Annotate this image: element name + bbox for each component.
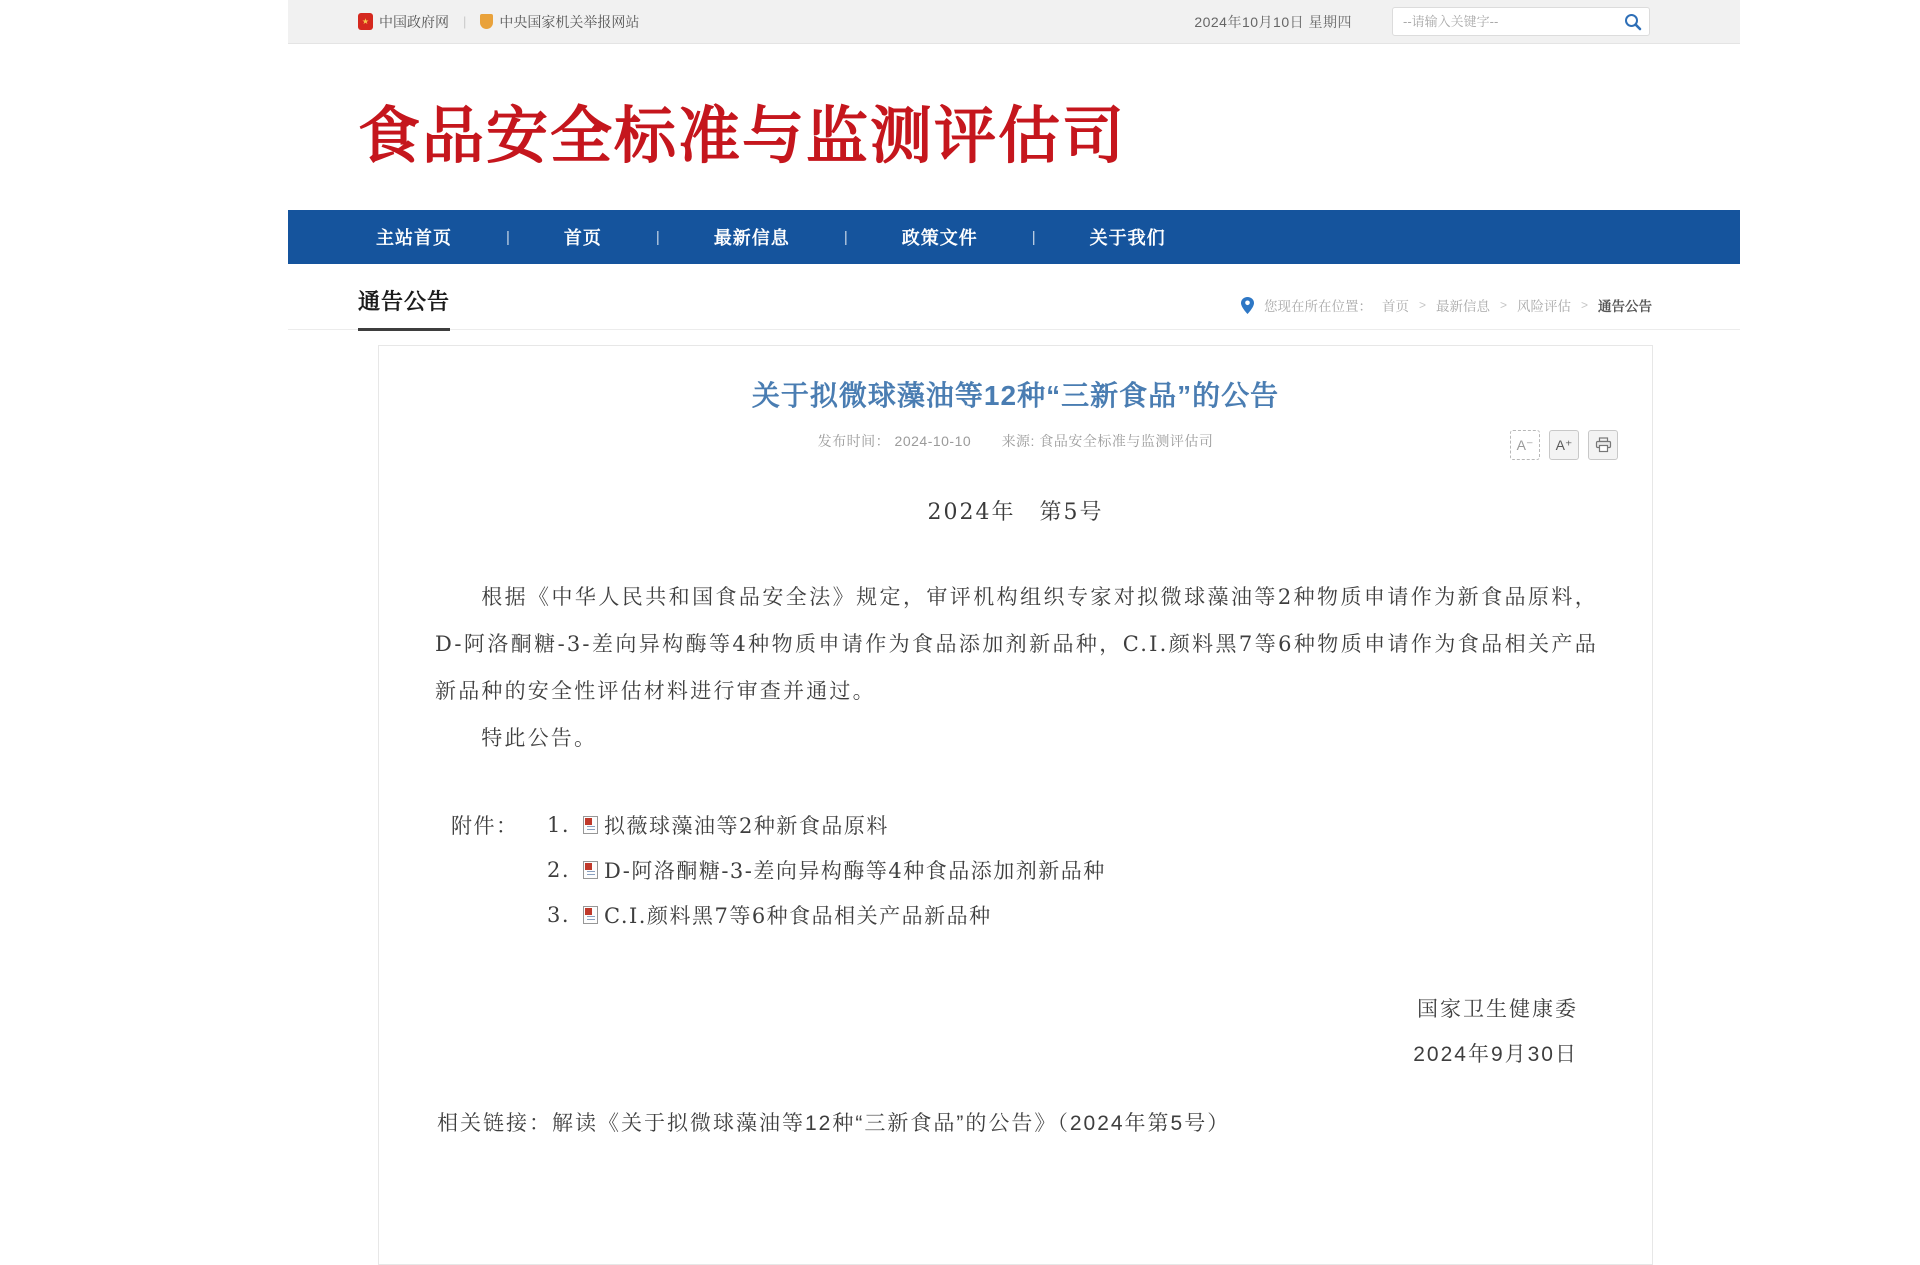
article-meta — [379, 431, 1652, 451]
breadcrumb-separator: > — [1499, 298, 1507, 312]
printer-icon — [1595, 437, 1612, 453]
related-label: 相关链接： — [437, 1112, 552, 1135]
doc-icon — [583, 861, 598, 879]
attachments-label: 附件： — [451, 813, 519, 838]
nav-separator: | — [506, 228, 510, 246]
source-label: 来源: — [1001, 433, 1040, 449]
font-larger-button[interactable]: A⁺ — [1549, 430, 1579, 460]
topbar-divider: | — [463, 14, 467, 29]
breadcrumb-current: 通告公告 — [1598, 299, 1652, 314]
location-pin-icon — [1241, 297, 1254, 314]
body-paragraph: 特此公告。 — [481, 726, 598, 750]
publish-time-value: 2024-10-10 — [894, 433, 972, 449]
signature-org: 国家卫生健康委 — [1417, 998, 1578, 1021]
print-button[interactable] — [1588, 430, 1618, 460]
publish-time-label: 发布时间： — [817, 433, 891, 449]
attachment-number: 2. — [547, 857, 571, 882]
signature-block — [379, 987, 1578, 1077]
section-row — [288, 268, 1740, 330]
masthead — [288, 44, 1740, 210]
main-nav — [288, 210, 1740, 264]
article-tools — [1510, 430, 1618, 460]
breadcrumb-separator: > — [1580, 298, 1588, 312]
attachment-link-2[interactable]: D-阿洛酮糖-3-差向异构酶等4种食品添加剂新品种 — [604, 858, 1106, 883]
doc-icon — [583, 816, 598, 834]
body-paragraph: 根据《中华人民共和国食品安全法》规定，审评机构组织专家对拟微球藻油等2种物质申请作为新食品原料，D-阿洛酮糖-3-差向异构酶等4种物质申请作为食品添加剂新品种，C.I.颜料黑7等6种物质申请作为食品相关产品新品种的安全性评估材料进行审查并通过。 — [435, 585, 1598, 703]
breadcrumb-prefix: 您现在所在位置： — [1263, 299, 1372, 314]
article-card — [378, 345, 1653, 1265]
attachment-row — [451, 847, 1652, 892]
attachment-number: 1. — [547, 812, 571, 837]
nav-item-home[interactable]: 首页 — [563, 228, 602, 248]
attachment-link-1[interactable]: 拟薇球藻油等2种新食品原料 — [604, 813, 889, 838]
font-smaller-button[interactable]: A⁻ — [1510, 430, 1540, 460]
magnifier-icon — [1623, 12, 1643, 32]
nav-item-main-site-home[interactable]: 主站首页 — [376, 228, 452, 248]
doc-icon — [583, 906, 598, 924]
breadcrumb-risk-assessment[interactable]: 风险评估 — [1516, 299, 1571, 314]
article-title: 关于拟微球藻油等12种“三新食品”的公告 — [751, 380, 1280, 411]
search-box — [1392, 7, 1650, 36]
national-emblem-icon — [358, 13, 373, 30]
breadcrumb-separator: > — [1418, 298, 1426, 312]
attachment-link-3[interactable]: C.I.颜料黑7等6种食品相关产品新品种 — [604, 903, 992, 928]
report-site-link[interactable] — [480, 12, 639, 32]
nav-separator: | — [1031, 228, 1036, 246]
section-title: 通告公告 — [358, 285, 450, 331]
attachments — [451, 802, 1652, 937]
gov-portal-label: 中国政府网 — [379, 13, 449, 30]
signature-date: 2024年9月30日 — [1413, 1043, 1578, 1066]
search-input[interactable] — [1393, 14, 1617, 29]
nav-separator: | — [843, 228, 848, 246]
gov-portal-link[interactable] — [358, 12, 449, 32]
nav-item-policy-documents[interactable]: 政策文件 — [901, 228, 978, 248]
article-body — [435, 574, 1598, 762]
attachment-row — [451, 892, 1652, 937]
attachment-number: 3. — [547, 902, 571, 927]
report-site-icon — [480, 14, 493, 29]
topbar — [288, 0, 1740, 44]
related-links — [437, 1107, 1652, 1137]
related-link[interactable]: 解读《关于拟微球藻油等12种“三新食品”的公告》（2024年第5号） — [552, 1112, 1231, 1135]
source-value: 食品安全标准与监测评估司 — [1039, 433, 1214, 449]
search-button[interactable] — [1617, 8, 1649, 35]
report-site-label: 中央国家机关举报网站 — [499, 13, 640, 30]
nav-item-latest-info[interactable]: 最新信息 — [713, 228, 790, 248]
current-date: 2024年10月10日 星期四 — [1194, 13, 1352, 30]
nav-item-about-us[interactable]: 关于我们 — [1089, 228, 1166, 248]
document-number: 2024年 第5号 — [927, 500, 1104, 525]
breadcrumb-home[interactable]: 首页 — [1381, 299, 1409, 314]
attachment-row — [451, 802, 1652, 847]
breadcrumb — [1241, 295, 1652, 315]
breadcrumb-latest-info[interactable]: 最新信息 — [1435, 299, 1490, 314]
topbar-links — [358, 12, 639, 32]
nav-separator: | — [655, 228, 660, 246]
site-title[interactable]: 食品安全标准与监测评估司 — [358, 102, 1127, 171]
